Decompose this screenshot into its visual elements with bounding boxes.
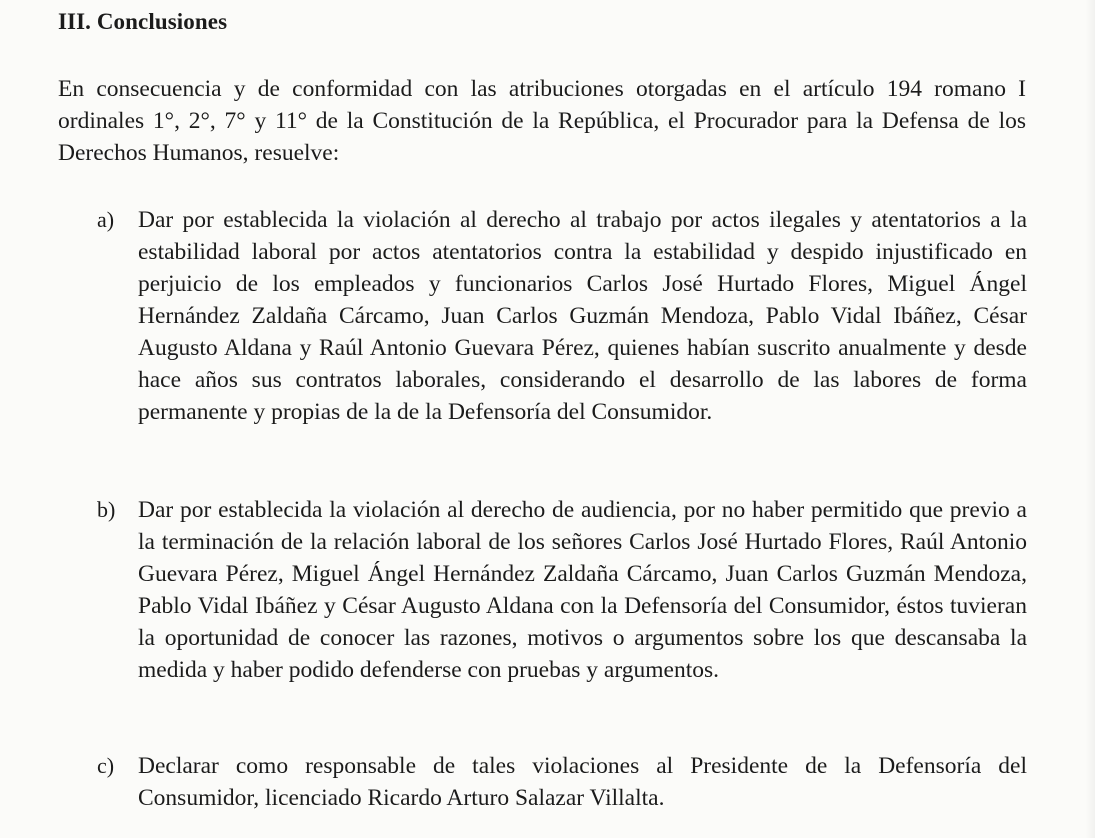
list-item bbox=[97, 494, 1027, 686]
list-marker: c) bbox=[97, 753, 115, 778]
list-item-text: Dar por establecida la violación al derecho al trabajo por actos ilegales y atentatorios a la estabilidad laboral por actos atentatorios contra la estabilidad y despido injustificado en perjuicio de los empleados y funcionarios Carlos José Hurtado Flores, Miguel Ángel Hernández Zaldaña Cárcamo, Juan Carlos Guzmán Mendoza, Pablo Vidal Ibáñez, César Augusto Aldana y Raúl Antonio Guevara Pérez, quienes habían suscrito anualmente y desde hace años sus contratos laborales, considerando el desarrollo de las labores de forma permanente y propias de la de la Defensoría del Consumidor. bbox=[138, 207, 1027, 425]
page-edge-shadow bbox=[1085, 0, 1095, 838]
list-item-text: Dar por establecida la violación al derecho de audiencia, por no haber permitido que previo a la terminación de la relación laboral de los señores Carlos José Hurtado Flores, Raúl Antonio Guevara Pérez, Miguel Ángel Hernández Zaldaña Cárcamo, Juan Carlos Guzmán Mendoza, Pablo Vidal Ibáñez y César Augusto Aldana con la Defensoría del Consumidor, éstos tuvieran la oportunidad de conocer las razones, motivos o argumentos sobre los que descansaba la medida y haber podido defenderse con pruebas y argumentos. bbox=[138, 497, 1027, 683]
intro-paragraph: En consecuencia y de conformidad con las atribuciones otorgadas en el artículo 194 romano I ordinales 1°, 2°, 7° y 11° de la Constitución de la República, el Procurador para la Defensa de los Derechos Humanos, resuelve: bbox=[58, 76, 1026, 166]
list-marker: b) bbox=[97, 497, 116, 522]
section-heading: III. Conclusiones bbox=[58, 9, 228, 34]
list-item bbox=[97, 750, 1027, 814]
list-item-text: Declarar como responsable de tales violaciones al Presidente de la Defensoría del Consumidor, licenciado Ricardo Arturo Salazar Villalta. bbox=[138, 753, 1027, 811]
list-item bbox=[97, 204, 1027, 428]
list-marker: a) bbox=[97, 207, 115, 232]
